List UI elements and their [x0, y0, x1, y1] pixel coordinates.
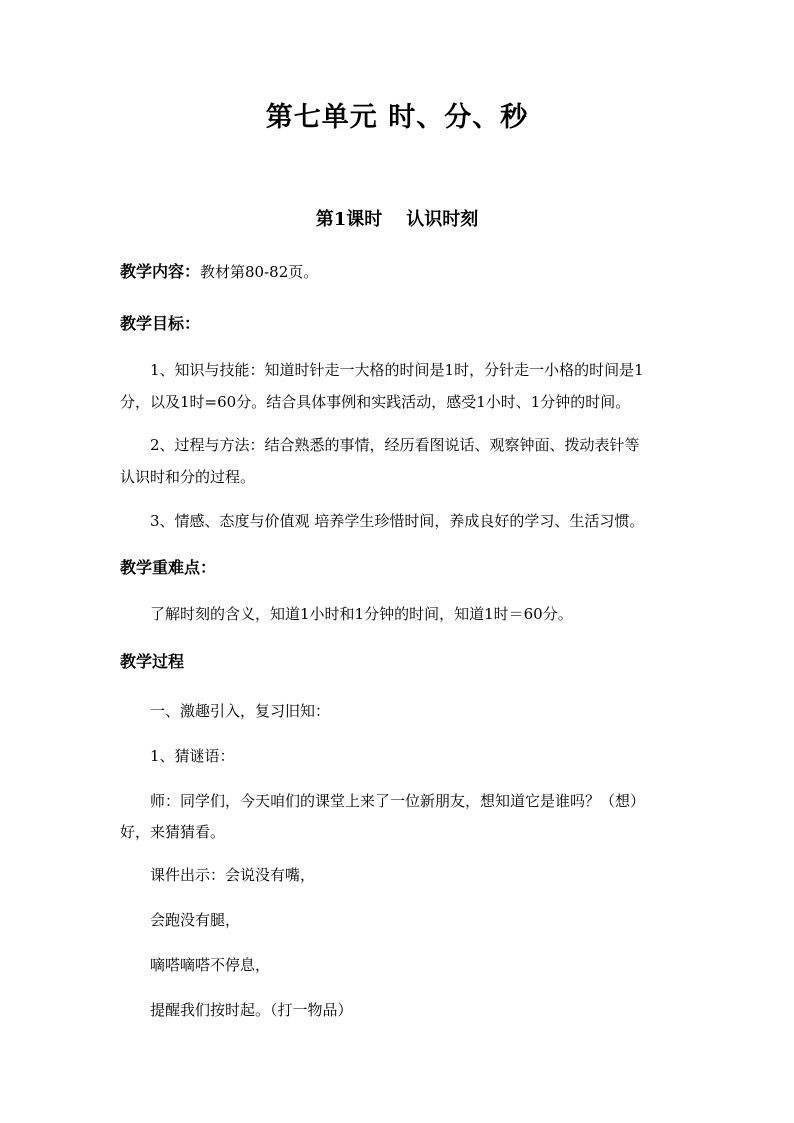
objective-3: 3、情感、态度与价值观 培养学生珍惜时间，养成良好的学习、生活习惯。: [150, 512, 645, 530]
lesson-name: 认识时刻: [406, 209, 479, 230]
keypoints-text: 了解时刻的含义，知道1小时和1分钟的时间，知道1时＝60分。: [150, 605, 573, 623]
riddle-line-1: 课件出示：会说没有嘴，: [150, 866, 316, 884]
lesson-title: [0, 207, 794, 233]
riddle-line-4: 提醒我们按时起。（打一物品）: [150, 1001, 353, 1019]
process-step-1: 一、激趣引入，复习旧知：: [150, 702, 331, 720]
riddle-line-2: 会跑没有腿，: [150, 911, 241, 929]
riddle-label: 1、猜谜语：: [150, 747, 235, 765]
unit-title: 第七单元 时、分、秒: [265, 102, 529, 133]
objective-2-line-2: 认识时和分的过程。: [120, 468, 256, 486]
objective-2-line-1: 2、过程与方法：结合熟悉的事情，经历看图说话、观察钟面、拨动表针等: [150, 436, 640, 454]
process-heading: 教学过程: [120, 652, 185, 671]
riddle-line-3: 嘀嗒嘀嗒不停息，: [150, 956, 271, 974]
teaching-content-label: 教学内容：: [120, 262, 201, 281]
lesson-number: 第1课时: [315, 209, 383, 230]
objective-1-line-2: 分，以及1时=60分。结合具体事例和实践活动，感受1小时、1分钟的时间。: [120, 393, 631, 411]
objective-1-line-1: 1、知识与技能：知道时针走一大格的时间是1时，分针走一小格的时间是1: [150, 361, 644, 379]
teaching-content-text: 教材第80-82页。: [200, 263, 319, 281]
teacher-line-1: 师：同学们，今天咱们的课堂上来了一位新朋友，想知道它是谁吗？（想）: [150, 792, 646, 810]
teaching-content: [120, 262, 318, 282]
teacher-line-2: 好，来猜猜看。: [120, 823, 226, 841]
keypoints-heading: 教学重难点：: [120, 558, 217, 577]
objectives-heading: 教学目标：: [120, 314, 201, 333]
